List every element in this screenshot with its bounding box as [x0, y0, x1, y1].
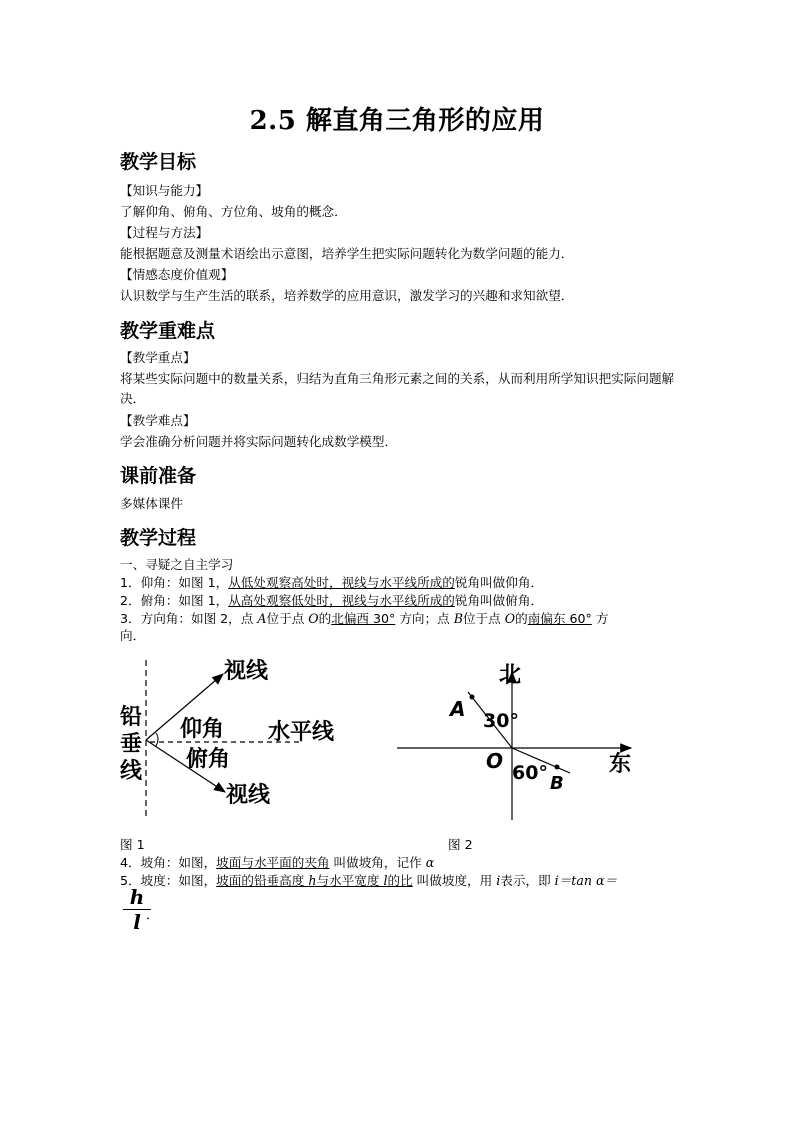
section-heading-goals: 教学目标: [120, 151, 197, 173]
item-depression-prefix: 2．俯角：如图 1，: [120, 593, 229, 608]
goal-knowledge-label: 【知识与能力】: [120, 183, 209, 198]
label-point-b: B: [550, 773, 564, 794]
prep-text: 多媒体课件: [120, 496, 183, 511]
goal-attitude-label: 【情感态度价值观】: [120, 267, 234, 282]
fraction-denominator: l: [133, 910, 141, 934]
label-depression-angle: 俯角: [186, 747, 231, 772]
item-elevation-suffix: 锐角叫做仰角．: [454, 575, 544, 590]
item-direction-text-4: 位于点: [462, 611, 505, 626]
answer-part-1: 坡面的铅垂高度: [216, 873, 309, 888]
figure-1-caption: 图 1: [120, 837, 145, 852]
item-direction-text-1: 位于点: [266, 611, 309, 626]
fraction-numerator: h: [129, 885, 145, 909]
item-slope-angle-prefix: 4．坡角：如图，: [120, 855, 217, 870]
item-direction-text-6: 方: [591, 611, 609, 626]
item-direction-text-5: 的: [515, 611, 528, 626]
label-north: 北: [499, 663, 522, 688]
symbol-h: h: [308, 873, 317, 888]
goal-knowledge-text: 了解仰角、俯角、方位角、坡角的概念．: [120, 204, 347, 219]
fraction-period: ．: [146, 907, 159, 922]
goal-method-label: 【过程与方法】: [120, 225, 209, 240]
answer-part-2: 与水平宽度: [316, 873, 384, 888]
item-direction-answer-1: 北偏西 30°: [331, 611, 396, 626]
item-depression-suffix: 锐角叫做俯角．: [454, 593, 544, 608]
item-slope-ratio-prefix: 5．坡度：如图，: [120, 873, 217, 888]
label-plumb-2: 垂: [120, 732, 143, 757]
page-title: 2.5 解直角三角形的应用: [249, 106, 545, 136]
label-sight-top: 视线: [224, 659, 269, 684]
item-slope-ratio-answer: [216, 873, 413, 888]
alpha-symbol: α: [425, 855, 435, 870]
focus-key-label: 【教学重点】: [120, 350, 196, 365]
item-slope-angle-answer: 坡面与水平面的夹角: [216, 855, 330, 870]
label-east: 东: [609, 752, 632, 777]
section-heading-process: 教学过程: [120, 527, 197, 549]
symbol-l: l: [383, 873, 388, 888]
point-a-dot: [470, 695, 475, 700]
figure-1-elevation-depression: [118, 652, 348, 824]
process-intro: 一、寻疑之自主学习: [120, 557, 234, 572]
item-slope-angle: [120, 853, 680, 873]
item-depression: [120, 591, 680, 611]
answer-part-3: 的比: [387, 873, 413, 888]
section-heading-focus: 教学重难点: [120, 320, 216, 342]
point-o-ref-2: O: [504, 611, 516, 626]
symbol-i: i: [496, 873, 501, 888]
label-point-a: A: [450, 697, 466, 721]
focus-key-text: 将某些实际问题中的数量关系，归结为直角三角形元素之间的关系，从而利用所学知识把实际问题解决．: [120, 371, 675, 406]
label-plumb-1: 铅: [120, 705, 143, 730]
item-elevation-answer: 从低处观察高处时，视线与水平线所成的: [228, 575, 455, 590]
item-direction-prefix: 3．方向角：如图 2，点: [120, 611, 258, 626]
item-direction-text-2: 的: [318, 611, 332, 626]
label-horizontal: 水平线: [268, 720, 335, 745]
label-plumb-3: 线: [120, 759, 143, 784]
item-elevation-prefix: 1．仰角：如图 1，: [120, 575, 229, 590]
item-direction-text-3: 方向；点: [395, 611, 454, 626]
point-b-dot: [555, 765, 560, 770]
item-slope-ratio-text-2: 表示，即: [500, 873, 555, 888]
label-sight-bottom: 视线: [226, 783, 271, 808]
goal-method-text: 能根据题意及测量术语绘出示意图，培养学生把实际问题转化为数学问题的能力．: [120, 246, 574, 261]
label-angle-30: 30°: [483, 710, 519, 732]
figure-2-direction-angles: [395, 652, 645, 824]
item-slope-ratio: [120, 871, 680, 891]
focus-difficulty-label: 【教学难点】: [120, 413, 196, 428]
point-a-ref: A: [257, 611, 267, 626]
angle-arc: [156, 733, 158, 746]
point-o-ref: O: [308, 611, 319, 626]
slope-equation: i＝tan α＝: [554, 873, 618, 888]
point-b-ref: B: [453, 611, 463, 626]
label-elevation-angle: 仰角: [180, 717, 225, 742]
item-slope-ratio-text-1: 叫做坡度，用: [412, 873, 497, 888]
focus-difficulty-text: 学会准确分析问题并将实际问题转化成数学模型．: [120, 434, 398, 449]
goal-attitude-text: 认识数学与生产生活的联系，培养数学的应用意识，激发学习的兴趣和求知欲望．: [120, 288, 574, 303]
figure-2-caption: 图 2: [448, 837, 473, 852]
label-angle-60: 60°: [512, 762, 548, 784]
item-direction-cont: 向．: [120, 628, 146, 643]
item-direction-answer-2: 南偏东 60°: [527, 611, 592, 626]
label-point-o: O: [486, 749, 504, 773]
item-elevation: [120, 573, 680, 593]
section-heading-prep: 课前准备: [120, 465, 197, 487]
item-slope-angle-suffix: 叫做坡角，记作: [329, 855, 426, 870]
item-depression-answer: 从高处观察低处时，视线与水平线所成的: [228, 593, 455, 608]
